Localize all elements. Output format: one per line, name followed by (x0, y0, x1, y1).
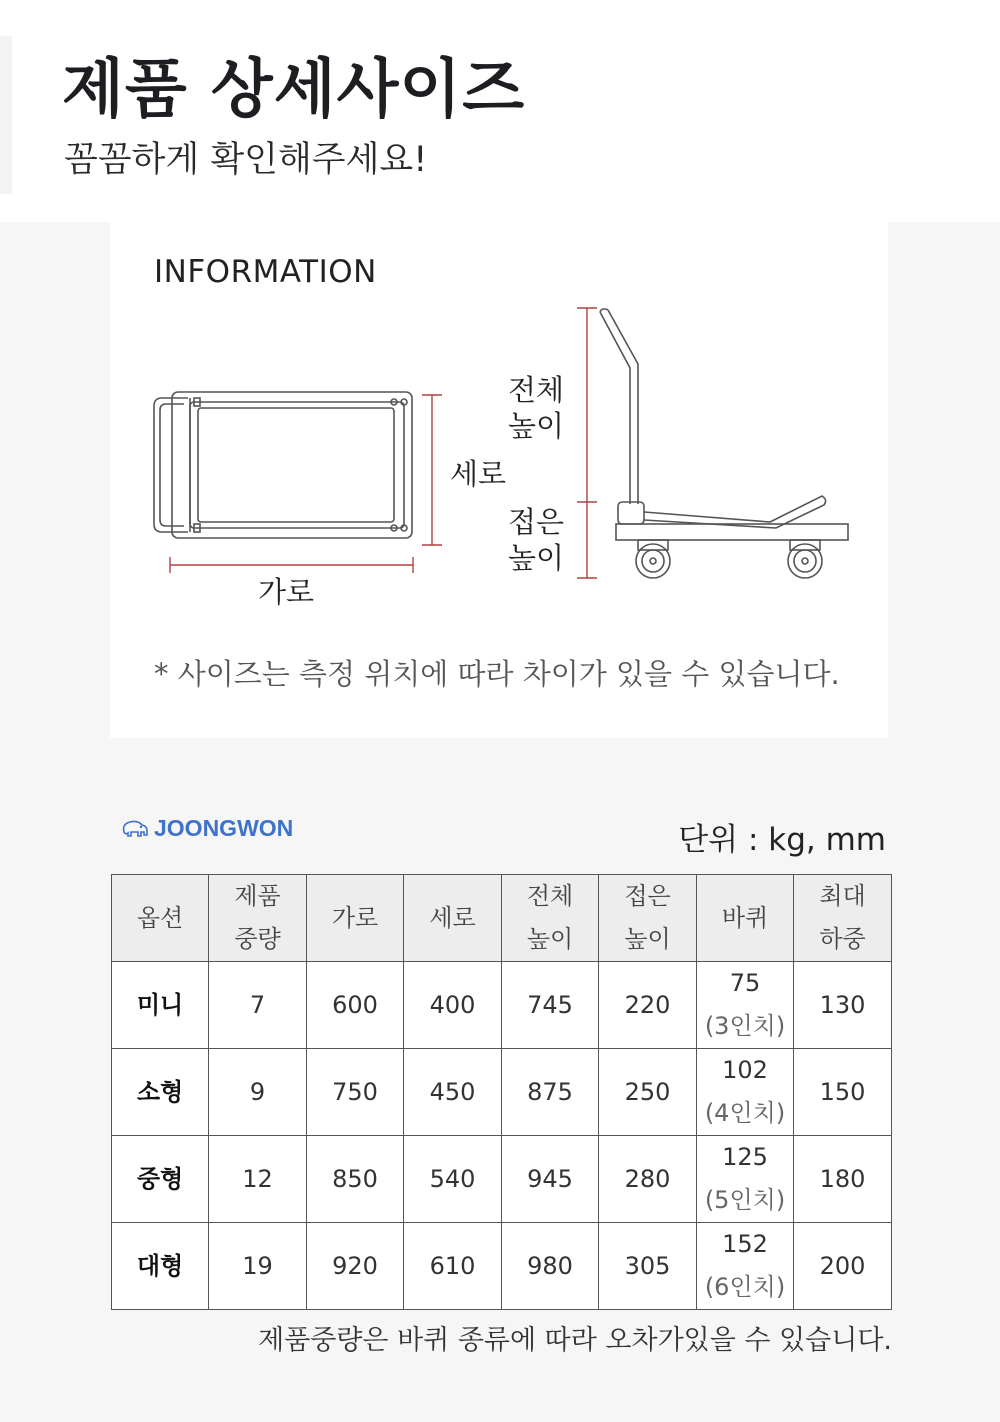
table-row (112, 1136, 892, 1223)
cell-wheel: 125 (5인치) (697, 1136, 794, 1223)
cell-depth: 610 (404, 1223, 502, 1310)
brand-logo (120, 815, 293, 842)
elephant-icon (120, 818, 150, 840)
total-height-label-line1: 전체 (508, 373, 565, 407)
cell-folded-height: 280 (599, 1136, 697, 1223)
height-dimension-lines (577, 308, 597, 578)
brand-name: JOONGWON (154, 815, 294, 841)
cart-side-view-drawing (600, 309, 848, 578)
cell-depth: 540 (404, 1136, 502, 1223)
header-max-load: 최대 하중 (794, 875, 892, 962)
cell-max-load: 180 (794, 1136, 892, 1223)
cell-folded-height: 250 (599, 1049, 697, 1136)
width-dimension-line (170, 557, 413, 573)
cell-weight: 9 (209, 1049, 307, 1136)
table-row (112, 962, 892, 1049)
cell-total-height: 980 (502, 1223, 599, 1310)
cell-weight: 19 (209, 1223, 307, 1310)
cell-width: 750 (307, 1049, 404, 1136)
cell-width: 850 (307, 1136, 404, 1223)
page-subtitle: 꼼꼼하게 확인해주세요! (64, 140, 428, 180)
table-header-row (112, 875, 892, 962)
cell-option: 소형 (112, 1049, 209, 1136)
cell-wheel: 75 (3인치) (697, 962, 794, 1049)
cell-wheel: 152 (6인치) (697, 1223, 794, 1310)
header-weight: 제품 중량 (209, 875, 307, 962)
table-row (112, 1049, 892, 1136)
header-total-height: 전체 높이 (502, 875, 599, 962)
unit-label: 단위 : kg, mm (678, 822, 886, 858)
depth-label: 세로 (450, 457, 507, 491)
cell-weight: 12 (209, 1136, 307, 1223)
header-depth: 세로 (404, 875, 502, 962)
weight-footnote: 제품중량은 바퀴 종류에 따라 오차가있을 수 있습니다. (258, 1325, 892, 1356)
folded-height-label-line2: 높이 (508, 541, 565, 575)
cell-max-load: 150 (794, 1049, 892, 1136)
page-title: 제품 상세사이즈 (62, 53, 526, 127)
size-note: * 사이즈는 측정 위치에 따라 차이가 있을 수 있습니다. (154, 657, 840, 691)
cell-option: 대형 (112, 1223, 209, 1310)
decorative-strip (0, 36, 12, 194)
cell-option: 중형 (112, 1136, 209, 1223)
cell-folded-height: 220 (599, 962, 697, 1049)
cell-option: 미니 (112, 962, 209, 1049)
cell-width: 920 (307, 1223, 404, 1310)
header-wheel: 바퀴 (697, 875, 794, 962)
header-section (0, 0, 1000, 222)
header-width: 가로 (307, 875, 404, 962)
table-row (112, 1223, 892, 1310)
cell-weight: 7 (209, 962, 307, 1049)
cell-folded-height: 305 (599, 1223, 697, 1310)
cell-total-height: 945 (502, 1136, 599, 1223)
cell-max-load: 130 (794, 962, 892, 1049)
folded-height-label-line1: 접은 (508, 505, 565, 539)
header-folded-height: 접은 높이 (599, 875, 697, 962)
information-card (110, 222, 888, 738)
cell-depth: 400 (404, 962, 502, 1049)
information-heading: INFORMATION (154, 254, 377, 290)
cell-max-load: 200 (794, 1223, 892, 1310)
cell-depth: 450 (404, 1049, 502, 1136)
size-spec-table (111, 874, 892, 1310)
cell-total-height: 875 (502, 1049, 599, 1136)
depth-dimension-line (422, 395, 442, 545)
cell-wheel: 102 (4인치) (697, 1049, 794, 1136)
cart-top-view-drawing (154, 392, 412, 538)
width-label: 가로 (258, 575, 315, 609)
cell-width: 600 (307, 962, 404, 1049)
total-height-label-line2: 높이 (508, 409, 565, 443)
header-option: 옵션 (112, 875, 209, 962)
cell-total-height: 745 (502, 962, 599, 1049)
